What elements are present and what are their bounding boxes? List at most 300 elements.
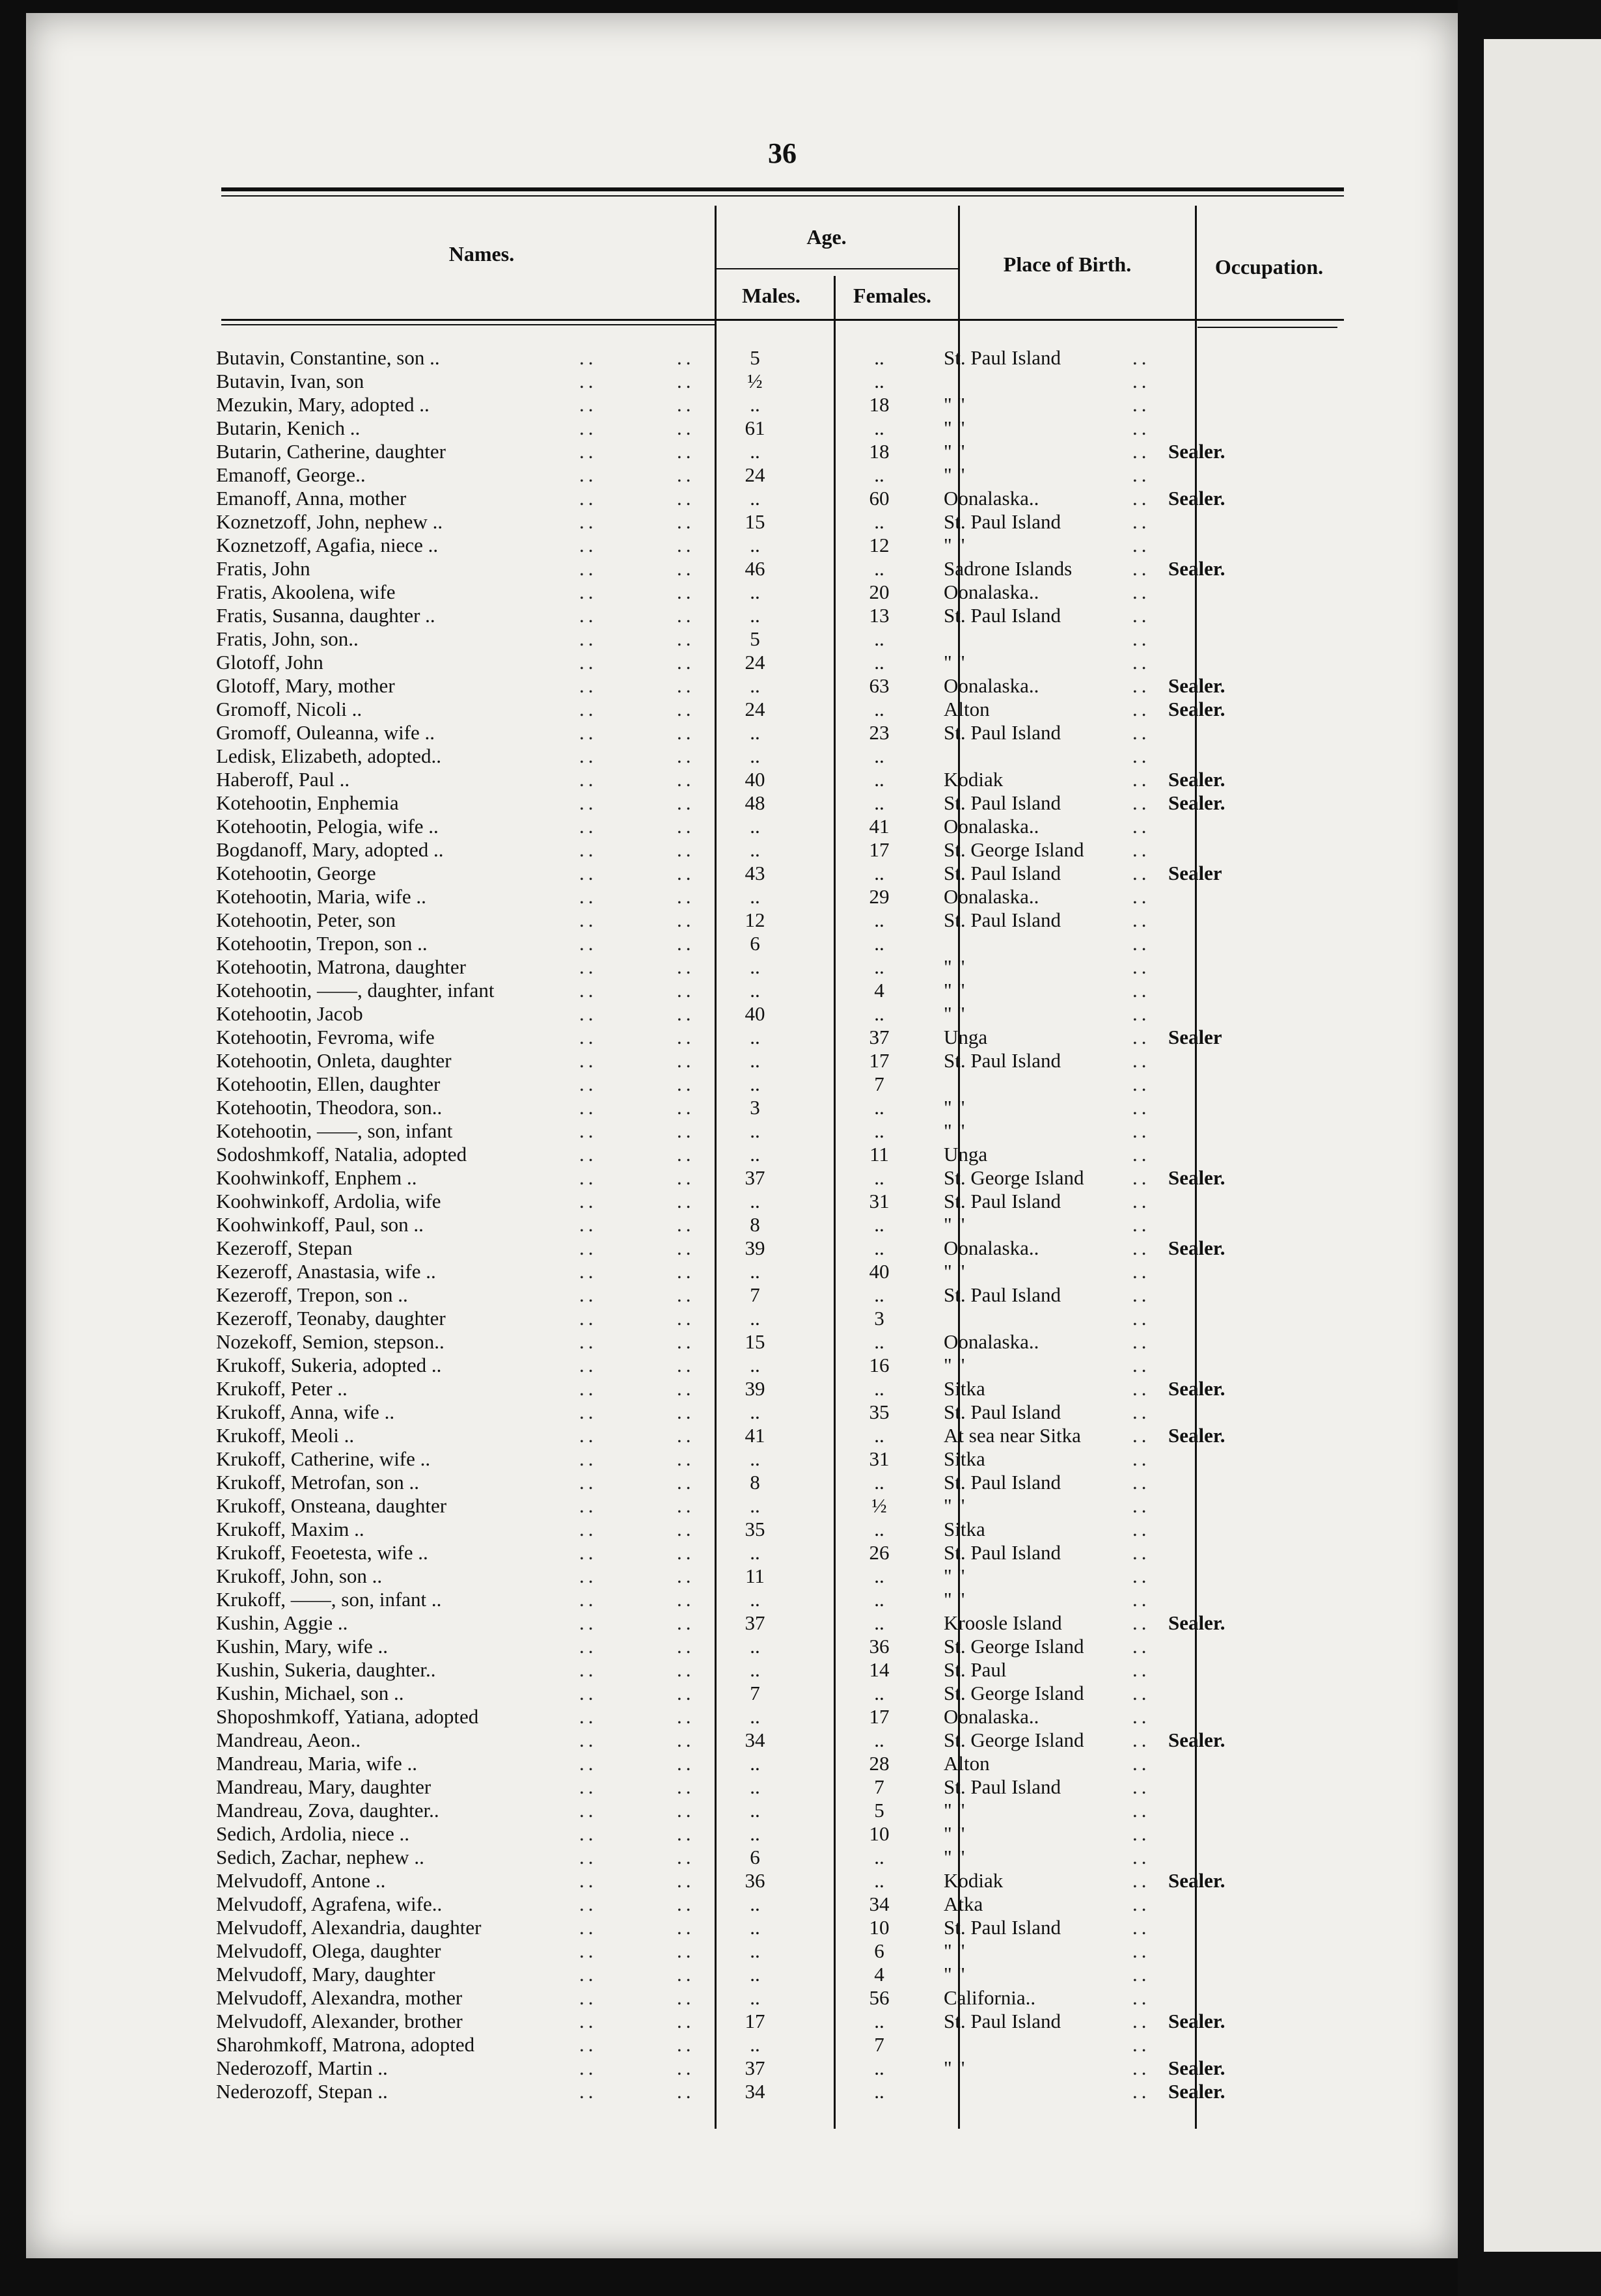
resident-name: Krukoff, Meoli .. (216, 1424, 355, 1447)
table-row (26, 1518, 1458, 1541)
table-row (26, 534, 1458, 557)
resident-name: Nozekoff, Semion, stepson.. (216, 1330, 445, 1353)
female-age: .. (874, 1166, 884, 1189)
female-age: .. (874, 417, 884, 439)
table-row (26, 393, 1458, 417)
leader-dots: .. (579, 909, 597, 931)
resident-name: Kotehootin, Maria, wife .. (216, 885, 426, 908)
leader-dots: .. (579, 745, 597, 767)
birth-place: " " (944, 979, 966, 1002)
leader-dots: .. (1132, 604, 1151, 627)
birth-place: Oonalaska.. (944, 815, 1039, 838)
leader-dots: .. (1132, 510, 1151, 533)
table-row (26, 932, 1458, 955)
birth-place: " " (944, 1565, 966, 1587)
table-row (26, 979, 1458, 1002)
male-age: .. (750, 1260, 760, 1283)
resident-name: Koohwinkoff, Enphem .. (216, 1166, 417, 1189)
leader-dots: .. (677, 604, 695, 627)
male-age: ½ (747, 370, 763, 392)
leader-dots: .. (677, 1354, 695, 1376)
leader-dots: .. (1132, 1518, 1151, 1540)
birth-place: Oonalaska.. (944, 674, 1039, 697)
birth-place: Sitka (944, 1447, 985, 1470)
male-age: .. (750, 1541, 760, 1564)
table-row (26, 2010, 1458, 2033)
leader-dots: .. (1132, 1963, 1151, 1986)
female-age: 7 (874, 2033, 884, 2056)
resident-name: Melvudoff, Alexandria, daughter (216, 1916, 482, 1939)
male-age: .. (750, 1963, 760, 1986)
birth-place: Kroosle Island (944, 1611, 1062, 1634)
female-age: 10 (869, 1822, 890, 1845)
female-age: .. (874, 1588, 884, 1611)
birth-place: " " (944, 2057, 966, 2079)
table-row (26, 1330, 1458, 1354)
female-age: .. (874, 1213, 884, 1236)
female-age: 4 (874, 979, 884, 1002)
resident-name: Kezeroff, Stepan (216, 1237, 353, 1259)
table-row (26, 909, 1458, 932)
table-row (26, 1565, 1458, 1588)
leader-dots: .. (677, 1143, 695, 1166)
resident-name: Fratis, Akoolena, wife (216, 581, 396, 603)
female-age: 17 (869, 838, 890, 861)
male-age: 5 (750, 346, 760, 369)
leader-dots: .. (677, 955, 695, 978)
female-age: .. (874, 745, 884, 767)
female-age: .. (874, 862, 884, 884)
female-age: .. (874, 1424, 884, 1447)
leader-dots: .. (677, 932, 695, 955)
table-row (26, 510, 1458, 534)
leader-dots: .. (1132, 534, 1151, 556)
birth-place: St. Paul Island (944, 604, 1061, 627)
table-row (26, 1190, 1458, 1213)
female-age: 36 (869, 1635, 890, 1658)
leader-dots: .. (579, 1073, 597, 1095)
birth-place: St. Paul Island (944, 1541, 1061, 1564)
male-age: 37 (745, 1166, 765, 1189)
leader-dots: .. (579, 534, 597, 556)
table-row (26, 463, 1458, 487)
leader-dots: .. (1132, 909, 1151, 931)
birth-place: " " (944, 1799, 966, 1822)
resident-name: Krukoff, Anna, wife .. (216, 1401, 395, 1423)
leader-dots: .. (1132, 698, 1151, 720)
leader-dots: .. (677, 1729, 695, 1751)
leader-dots: .. (677, 1869, 695, 1892)
leader-dots: .. (1132, 1330, 1151, 1353)
table-row (26, 2033, 1458, 2057)
occupation: Sealer. (1168, 440, 1225, 463)
male-age: 35 (745, 1518, 765, 1540)
leader-dots: .. (1132, 417, 1151, 439)
leader-dots: .. (1132, 1846, 1151, 1868)
leader-dots: .. (677, 1986, 695, 2009)
table-row (26, 1752, 1458, 1775)
occupation: Sealer. (1168, 557, 1225, 580)
leader-dots: .. (1132, 1541, 1151, 1564)
male-age: 3 (750, 1096, 760, 1119)
leader-dots: .. (677, 1893, 695, 1915)
leader-dots: .. (1132, 393, 1151, 416)
female-age: 6 (874, 1939, 884, 1962)
leader-dots: .. (579, 651, 597, 674)
leader-dots: .. (579, 1143, 597, 1166)
male-age: .. (750, 1939, 760, 1962)
male-age: 15 (745, 510, 765, 533)
resident-name: Kotehootin, Onleta, daughter (216, 1049, 452, 1072)
table-row (26, 1775, 1458, 1799)
census-table-body (26, 346, 1458, 2103)
male-age: 43 (745, 862, 765, 884)
leader-dots: .. (677, 2057, 695, 2079)
leader-dots: .. (677, 1752, 695, 1775)
male-age: .. (750, 721, 760, 744)
leader-dots: .. (1132, 1237, 1151, 1259)
table-row (26, 1658, 1458, 1682)
table-row (26, 1939, 1458, 1963)
occupation: Sealer. (1168, 698, 1225, 720)
leader-dots: .. (579, 1869, 597, 1892)
leader-dots: .. (677, 909, 695, 931)
birth-place: St. Paul Island (944, 510, 1061, 533)
table-row (26, 1682, 1458, 1705)
male-age: .. (750, 885, 760, 908)
birth-place: " " (944, 1588, 966, 1611)
leader-dots: .. (1132, 1588, 1151, 1611)
resident-name: Glotoff, Mary, mother (216, 674, 395, 697)
resident-name: Bogdanoff, Mary, adopted .. (216, 838, 444, 861)
table-row (26, 1237, 1458, 1260)
leader-dots: .. (579, 557, 597, 580)
table-row (26, 1213, 1458, 1237)
leader-dots: .. (1132, 1565, 1151, 1587)
resident-name: Butavin, Constantine, son .. (216, 346, 440, 369)
leader-dots: .. (1132, 440, 1151, 463)
resident-name: Kotehootin, Jacob (216, 1002, 363, 1025)
female-age: 12 (869, 534, 890, 556)
table-row (26, 2057, 1458, 2080)
male-age: .. (750, 1190, 760, 1212)
birth-place: " " (944, 440, 966, 463)
resident-name: Koznetzoff, John, nephew .. (216, 510, 443, 533)
birth-place: " " (944, 417, 966, 439)
leader-dots: .. (1132, 1377, 1151, 1400)
female-age: .. (874, 1611, 884, 1634)
leader-dots: .. (579, 417, 597, 439)
female-age: .. (874, 1377, 884, 1400)
leader-dots: .. (579, 1518, 597, 1540)
leader-dots: .. (677, 2010, 695, 2032)
birth-place: St. Paul Island (944, 346, 1061, 369)
leader-dots: .. (579, 1026, 597, 1048)
leader-dots: .. (579, 1565, 597, 1587)
female-age: 10 (869, 1916, 890, 1939)
leader-dots: .. (677, 1073, 695, 1095)
birth-place: Kodiak (944, 1869, 1004, 1892)
leader-dots: .. (677, 1213, 695, 1236)
leader-dots: .. (677, 1846, 695, 1868)
leader-dots: .. (1132, 721, 1151, 744)
birth-place: Oonalaska.. (944, 581, 1039, 603)
table-row (26, 1260, 1458, 1283)
birth-place: Sitka (944, 1377, 985, 1400)
leader-dots: .. (677, 2033, 695, 2056)
table-row (26, 557, 1458, 581)
female-age: 37 (869, 1026, 890, 1048)
table-row (26, 745, 1458, 768)
leader-dots: .. (677, 346, 695, 369)
resident-name: Kotehootin, ——, son, infant (216, 1119, 453, 1142)
leader-dots: .. (1132, 651, 1151, 674)
male-age: 7 (750, 1682, 760, 1704)
birth-place: Atka (944, 1893, 983, 1915)
leader-dots: .. (1132, 2010, 1151, 2032)
table-row (26, 1869, 1458, 1893)
table-row (26, 440, 1458, 463)
female-age: .. (874, 1096, 884, 1119)
resident-name: Kotehootin, Enphemia (216, 791, 399, 814)
birth-place: St. Paul Island (944, 1471, 1061, 1494)
male-age: .. (750, 1447, 760, 1470)
leader-dots: .. (579, 1799, 597, 1822)
female-age: .. (874, 1518, 884, 1540)
leader-dots: .. (677, 440, 695, 463)
male-age: .. (750, 1635, 760, 1658)
birth-place: St. Paul Island (944, 1916, 1061, 1939)
leader-dots: .. (579, 510, 597, 533)
leader-dots: .. (579, 1939, 597, 1962)
leader-dots: .. (579, 2057, 597, 2079)
header-place: Place of Birth. (1003, 253, 1132, 276)
leader-dots: .. (1132, 1799, 1151, 1822)
resident-name: Kotehootin, ——, daughter, infant (216, 979, 495, 1002)
leader-dots: .. (579, 1846, 597, 1868)
resident-name: Mandreau, Mary, daughter (216, 1775, 431, 1798)
table-row (26, 1283, 1458, 1307)
birth-place: Sadrone Islands (944, 557, 1073, 580)
leader-dots: .. (677, 1588, 695, 1611)
birth-place: St. Paul Island (944, 1401, 1061, 1423)
female-age: .. (874, 1002, 884, 1025)
leader-dots: .. (579, 1658, 597, 1681)
female-age: 3 (874, 1307, 884, 1330)
leader-dots: .. (1132, 1752, 1151, 1775)
leader-dots: .. (1132, 2057, 1151, 2079)
male-age: .. (750, 393, 760, 416)
occupation: Sealer. (1168, 1237, 1225, 1259)
leader-dots: .. (579, 1752, 597, 1775)
female-age: .. (874, 698, 884, 720)
leader-dots: .. (579, 1330, 597, 1353)
resident-name: Kotehootin, Trepon, son .. (216, 932, 428, 955)
female-age: 29 (869, 885, 890, 908)
table-row (26, 721, 1458, 745)
occupation: Sealer. (1168, 674, 1225, 697)
leader-dots: .. (579, 1588, 597, 1611)
resident-name: Melvudoff, Alexander, brother (216, 2010, 463, 2032)
male-age: .. (750, 604, 760, 627)
leader-dots: .. (1132, 815, 1151, 838)
leader-dots: .. (677, 1518, 695, 1540)
leader-dots: .. (1132, 791, 1151, 814)
header-bottom-rule-2 (221, 324, 716, 325)
resident-name: Krukoff, Catherine, wife .. (216, 1447, 431, 1470)
female-age: 18 (869, 393, 890, 416)
resident-name: Mezukin, Mary, adopted .. (216, 393, 430, 416)
male-age: 11 (745, 1565, 765, 1587)
leader-dots: .. (579, 1822, 597, 1845)
header-age: Age. (806, 225, 847, 249)
female-age: .. (874, 1729, 884, 1751)
occupation: Sealer. (1168, 1424, 1225, 1447)
leader-dots: .. (677, 815, 695, 838)
leader-dots: .. (677, 1963, 695, 1986)
table-row (26, 417, 1458, 440)
birth-place: Kodiak (944, 768, 1004, 791)
leader-dots: .. (677, 979, 695, 1002)
female-age: .. (874, 955, 884, 978)
female-age: 28 (869, 1752, 890, 1775)
leader-dots: .. (1132, 1658, 1151, 1681)
birth-place: Unga (944, 1026, 988, 1048)
leader-dots: .. (677, 1330, 695, 1353)
female-age: .. (874, 1237, 884, 1259)
birth-place: " " (944, 651, 966, 674)
birth-place: Oonalaska.. (944, 885, 1039, 908)
birth-place: Alton (944, 1752, 990, 1775)
leader-dots: .. (1132, 1986, 1151, 2009)
resident-name: Mandreau, Aeon.. (216, 1729, 361, 1751)
male-age: .. (750, 1119, 760, 1142)
leader-dots: .. (579, 1002, 597, 1025)
leader-dots: .. (1132, 1213, 1151, 1236)
table-row (26, 1588, 1458, 1611)
leader-dots: .. (677, 1541, 695, 1564)
leader-dots: .. (579, 1307, 597, 1330)
leader-dots: .. (1132, 1916, 1151, 1939)
male-age: 24 (745, 651, 765, 674)
leader-dots: .. (579, 581, 597, 603)
female-age: 20 (869, 581, 890, 603)
birth-place: Oonalaska.. (944, 1330, 1039, 1353)
resident-name: Kotehootin, Pelogia, wife .. (216, 815, 439, 838)
leader-dots: .. (579, 1682, 597, 1704)
birth-place: " " (944, 1260, 966, 1283)
leader-dots: .. (677, 721, 695, 744)
leader-dots: .. (677, 1705, 695, 1728)
table-row (26, 604, 1458, 627)
table-row (26, 885, 1458, 909)
leader-dots: .. (1132, 1611, 1151, 1634)
leader-dots: .. (677, 651, 695, 674)
leader-dots: .. (677, 1260, 695, 1283)
leader-dots: .. (1132, 346, 1151, 369)
leader-dots: .. (579, 979, 597, 1002)
resident-name: Kotehootin, Fevroma, wife (216, 1026, 435, 1048)
resident-name: Krukoff, Sukeria, adopted .. (216, 1354, 442, 1376)
birth-place: St. Paul Island (944, 1775, 1061, 1798)
resident-name: Kushin, Michael, son .. (216, 1682, 404, 1704)
header-females: Females. (853, 284, 931, 307)
female-age: 41 (869, 815, 890, 838)
male-age: .. (750, 1143, 760, 1166)
birth-place: " " (944, 1822, 966, 1845)
leader-dots: .. (579, 1729, 597, 1751)
occupation: Sealer. (1168, 2057, 1225, 2079)
leader-dots: .. (1132, 463, 1151, 486)
resident-name: Krukoff, Feoetesta, wife .. (216, 1541, 428, 1564)
leader-dots: .. (677, 370, 695, 392)
birth-place: St. Paul Island (944, 909, 1061, 931)
female-age: 31 (869, 1190, 890, 1212)
adjacent-page-sliver (1484, 39, 1601, 2252)
leader-dots: .. (579, 674, 597, 697)
male-age: 7 (750, 1283, 760, 1306)
leader-dots: .. (579, 1893, 597, 1915)
leader-dots: .. (579, 370, 597, 392)
page-number: 36 (768, 137, 797, 169)
leader-dots: .. (677, 768, 695, 791)
table-row (26, 581, 1458, 604)
female-age: 14 (869, 1658, 890, 1681)
resident-name: Fratis, John (216, 557, 310, 580)
male-age: 12 (745, 909, 765, 931)
male-age: .. (750, 534, 760, 556)
leader-dots: .. (1132, 1775, 1151, 1798)
male-age: 40 (745, 1002, 765, 1025)
leader-dots: .. (1132, 1049, 1151, 1072)
table-row (26, 838, 1458, 862)
male-age: .. (750, 1401, 760, 1423)
leader-dots: .. (677, 1658, 695, 1681)
header-occupation: Occupation. (1214, 255, 1324, 279)
male-age: .. (750, 815, 760, 838)
leader-dots: .. (579, 440, 597, 463)
birth-place: California.. (944, 1986, 1036, 2009)
male-age: .. (750, 1822, 760, 1845)
resident-name: Gromoff, Nicoli .. (216, 698, 363, 720)
leader-dots: .. (677, 791, 695, 814)
female-age: 7 (874, 1775, 884, 1798)
table-row (26, 674, 1458, 698)
leader-dots: .. (579, 1119, 597, 1142)
leader-dots: .. (677, 1682, 695, 1704)
leader-dots: .. (677, 1494, 695, 1517)
table-row (26, 1377, 1458, 1401)
top-rule-thin (221, 195, 1344, 197)
leader-dots: .. (579, 1260, 597, 1283)
male-age: 15 (745, 1330, 765, 1353)
leader-dots: .. (677, 1283, 695, 1306)
female-age: .. (874, 510, 884, 533)
occupation: Sealer. (1168, 768, 1225, 791)
male-age: 24 (745, 698, 765, 720)
leader-dots: .. (677, 1002, 695, 1025)
birth-place: St. George Island (944, 1729, 1084, 1751)
leader-dots: .. (579, 1963, 597, 1986)
birth-place: Oonalaska.. (944, 487, 1039, 510)
header-names: Names. (448, 242, 515, 266)
resident-name: Ledisk, Elizabeth, adopted.. (216, 745, 442, 767)
leader-dots: .. (1132, 1190, 1151, 1212)
resident-name: Mandreau, Zova, daughter.. (216, 1799, 439, 1822)
leader-dots: .. (677, 1424, 695, 1447)
leader-dots: .. (579, 1354, 597, 1376)
leader-dots: .. (677, 1166, 695, 1189)
